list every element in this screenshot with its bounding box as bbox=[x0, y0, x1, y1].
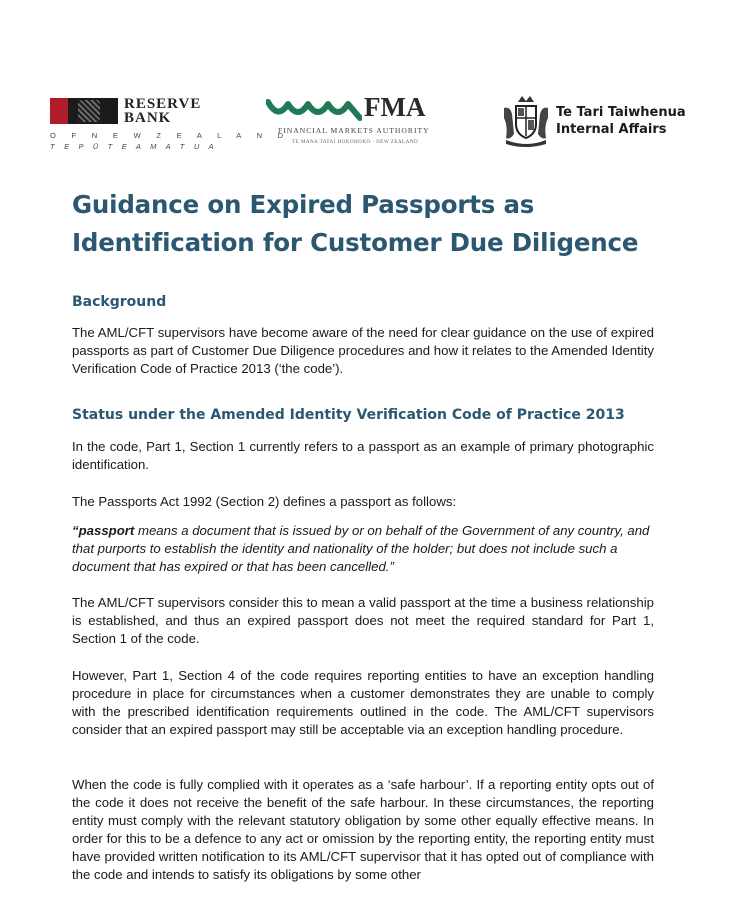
background-heading: Background bbox=[72, 294, 167, 310]
title-line-2: Identification for Customer Due Diligence bbox=[72, 228, 639, 257]
rbnz-subtitle: O F N E W Z E A L A N D bbox=[50, 131, 290, 140]
quote-body: means a document that is issued by or on behalf of the Government of any country, and that purports to establish the identity and nationality of the holder; but does not include such a document that has expired or that has been cancelled.” bbox=[72, 523, 650, 574]
status-paragraph-3: The AML/CFT supervisors consider this to mean a valid passport at the time a business relationship is established, and thus an expired passport does not meet the required standard for Part 1, Section 1 of the code. bbox=[72, 595, 654, 646]
quote-term: “passport bbox=[72, 523, 135, 538]
fma-logo bbox=[264, 92, 444, 154]
rbnz-logo bbox=[48, 94, 290, 154]
logo-strip bbox=[48, 92, 688, 162]
fma-name: FMA bbox=[364, 92, 426, 122]
rbnz-maori-subtitle: T E P Ū T E A M A T U A bbox=[50, 142, 218, 151]
dia-logo bbox=[498, 94, 688, 154]
status-paragraph-2: The Passports Act 1992 (Section 2) defines a passport as follows: bbox=[72, 494, 457, 509]
fma-subtitle: FINANCIAL MARKETS AUTHORITY bbox=[278, 126, 430, 135]
dia-name bbox=[556, 104, 686, 138]
status-heading: Status under the Amended Identity Verification Code of Practice 2013 bbox=[72, 407, 625, 423]
dia-line1: Te Tari Taiwhenua bbox=[556, 105, 686, 120]
status-paragraph-5: When the code is fully complied with it operates as a ‘safe harbour’. If a reporting entity opts out of the code it does not receive the benefit of the safe harbour. In these circumstances, the reporting entity must comply with the relevant statutory obligation by some other equally effective means. In order for this to be a defence to any act or omission by the reporting entity, the reporting entity must have provided written notification to its AML/CFT supervisor that it has opted out of compliance with the code and intends to satisfy its obligations by some other bbox=[72, 777, 654, 882]
status-paragraph-1: In the code, Part 1, Section 1 currently refers to a passport as an example of primary photographic identification. bbox=[72, 439, 654, 472]
fma-waves-icon bbox=[266, 96, 362, 122]
rbnz-name bbox=[124, 97, 201, 125]
title-line-1: Guidance on Expired Passports as bbox=[72, 190, 535, 219]
fma-maori-subtitle: TE MANA TATAI HOKOHOKO - NEW ZEALAND bbox=[292, 139, 419, 145]
rbnz-line1: RESERVE bbox=[124, 96, 202, 112]
rbnz-line2: BANK bbox=[124, 110, 172, 126]
page-title bbox=[72, 186, 672, 262]
dia-line2: Internal Affairs bbox=[556, 122, 667, 137]
status-paragraph-4: However, Part 1, Section 4 of the code requires reporting entities to have an exception handling procedure in place for circumstances when a customer demonstrates they are unable to comply with the prescribed identification requirements outlined in the code. The AML/CFT supervisors consider that an expired passport may still be acceptable via an exception handling procedure. bbox=[72, 668, 654, 737]
passport-definition-quote bbox=[72, 522, 654, 576]
background-paragraph: The AML/CFT supervisors have become aware of the need for clear guidance on the use of expired passports as part of Customer Due Diligence procedures and how it relates to the Amended Identity Verification Code of Practice 2013 (‘the code’). bbox=[72, 325, 654, 376]
coat-of-arms-icon bbox=[500, 94, 552, 150]
rbnz-crest-icon bbox=[50, 98, 118, 124]
